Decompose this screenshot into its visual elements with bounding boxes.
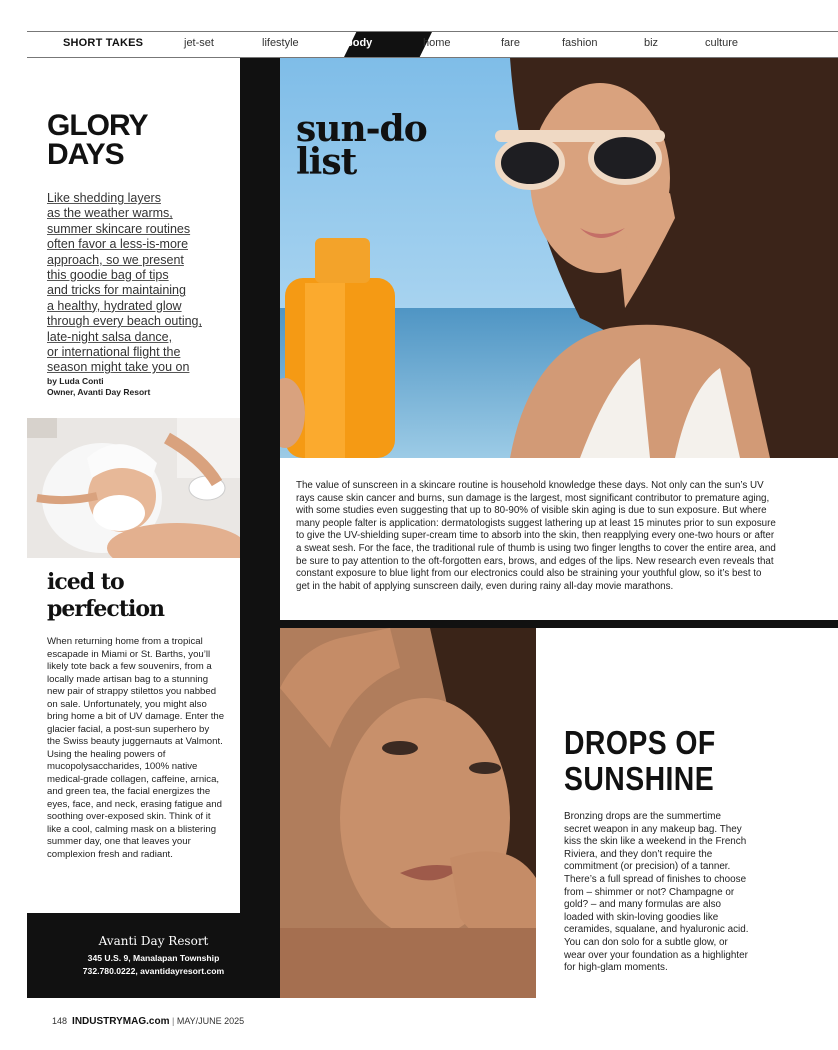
nav-item-jet-set[interactable]: jet-set bbox=[184, 37, 214, 49]
iced-to-perfection-body: When returning home from a tropical escapade in Miami or St. Barths, you’ll likely tote back a few souvenirs, from a locally made artisan bag to a stunning new pair of strappy stilettos you nabbed on sale. Unfortunately, you might also bring home a bit of UV damage. Enter the glacier facial, a post-sun superhero by the Swiss beauty juggernauts at Valmont. Using the healing powers of mucopolysaccharides, 100% native medical-grade collagen, caffeine, arnica, and green tea, the facial energizes the eyes, face, and neck, erasing fatigue and soothing over-exposed skin. Think of it like a cool, calming mask on a blistering summer day, one that leaves your complexion fresh and radiant. bbox=[47, 636, 225, 860]
nav-item-fare[interactable]: fare bbox=[501, 37, 520, 49]
glory-days-deck: Like shedding layers as the weather warms, summer skincare routines often favor a less-is-more approach, so we present this goodie bag of tips and tricks for maintaining a healthy, hydrated glow through every beach outing, late-night salsa dance, or international flight the season might take you on bbox=[47, 191, 202, 375]
iced-to-perfection-title: iced to perfection bbox=[47, 569, 165, 622]
nav-item-body[interactable]: body bbox=[346, 37, 373, 49]
black-horizontal-rule bbox=[280, 620, 838, 628]
drops-of-sunshine-title: DROPS OF SUNSHINE bbox=[564, 724, 716, 797]
bronzed-woman-photo bbox=[280, 628, 536, 998]
glory-days-title: GLORY DAYS bbox=[47, 109, 148, 171]
black-column-divider bbox=[240, 58, 280, 998]
issue-date: MAY/JUNE 2025 bbox=[176, 1016, 245, 1026]
nav-item-fashion[interactable]: fashion bbox=[562, 37, 598, 49]
nav-item-lifestyle[interactable]: lifestyle bbox=[262, 37, 299, 49]
facial-treatment-photo bbox=[27, 418, 240, 558]
nav-item-biz[interactable]: biz bbox=[644, 37, 659, 49]
byline-author: by Luda Conti bbox=[47, 376, 104, 386]
magazine-name: INDUSTRYMAG.com bbox=[72, 1016, 170, 1027]
byline-author-title: Owner, Avanti Day Resort bbox=[47, 387, 151, 397]
nav-section-label: SHORT TAKES bbox=[63, 37, 144, 49]
page-folio: 148 INDUSTRYMAG.com | MAY/JUNE 2025 bbox=[52, 1016, 245, 1027]
section-nav bbox=[27, 31, 838, 58]
page-number: 148 bbox=[52, 1016, 68, 1026]
nav-item-home[interactable]: home bbox=[423, 37, 451, 49]
sun-do-list-title: sun-do list bbox=[296, 108, 427, 183]
resort-contact: 732.780.0222, avantidayresort.com bbox=[82, 966, 225, 976]
nav-item-culture[interactable]: culture bbox=[705, 37, 739, 49]
resort-name: Avanti Day Resort bbox=[98, 934, 209, 948]
sun-do-list-body: The value of sunscreen in a skincare routine is household knowledge these days. Not only can the sun’s UV rays cause skin cancer and burns, sun damage is the largest, most significant contributor to premature aging, with some studies even suggesting that up to 80-90% of visible skin aging is due to sun exposure. But where many people falter is application: dermatologists suggest lathering up at least 15 minutes prior to sun exposure to give the UV-shielding super-cream time to absorb into the skin, then reapplying every one-two hours or after a sweat sesh. For the face, the traditional rule of thumb is using two finger lengths to cover the entire area, and be sure to pay attention to the oft-forgotten ears, brows, and edges of the lips. New research even reveals that constant exposure to blue light from our electronics could also be straining your youthful glow, so it’s best to get in the habit of applying sunscreen daily, even during rainy all-day movie marathons. bbox=[296, 480, 776, 592]
drops-of-sunshine-body: Bronzing drops are the summertime secret weapon in any makeup bag. They kiss the skin like a weekend in the French Riviera, and they don’t require the commitment (or precision) of a tanner. There’s a full spread of finishes to choose from – shimmer or not? Champagne or gold? – and many formulas are also loaded with skin-loving goodies like ceramides, squalane, and hyaluronic acid. You can don solo for a subtle glow, or wear over your foundation as a highlighter for high-glam moments. bbox=[564, 811, 749, 974]
resort-address: 345 U.S. 9, Manalapan Township bbox=[87, 953, 220, 963]
byline bbox=[47, 376, 150, 398]
